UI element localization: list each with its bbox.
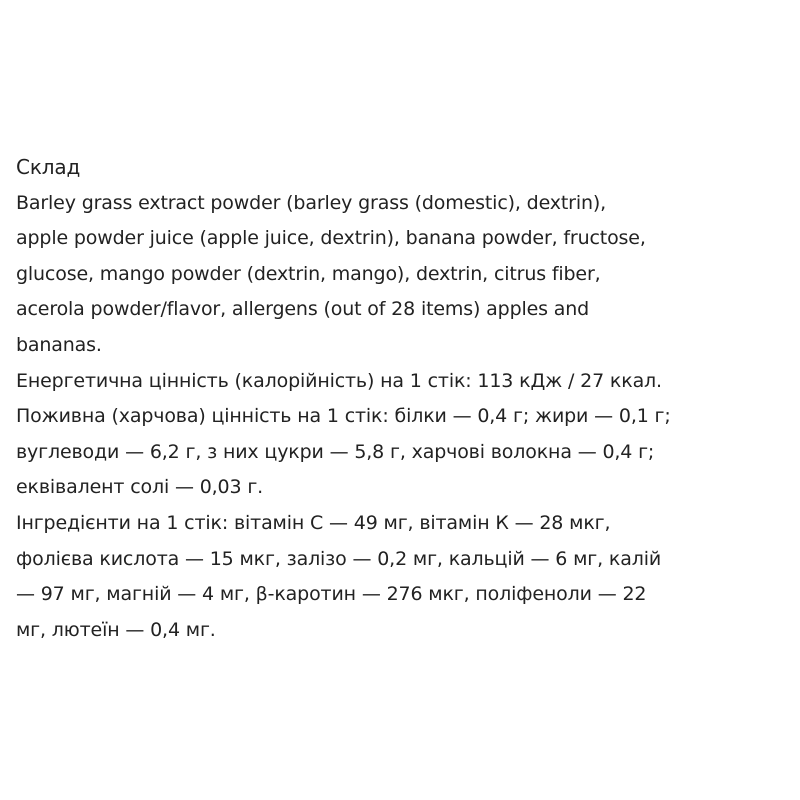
ingredients-line-4: мг, лютеїн — 0,4 мг. [16,618,216,641]
section-heading: Склад [16,155,81,179]
nutrition-line-3: еквівалент солі — 0,03 г. [16,476,264,499]
ingredients-line-1: Інгредієнти на 1 стік: вітамін С — 49 мг, вітамін К — 28 мкг, [16,511,611,534]
ingredients-line-2: фолієва кислота — 15 мкг, залізо — 0,2 мг, кальцій — 6 мг, калій [16,547,662,570]
energy-value-line: Енергетична цінність (калорійність) на 1 стік: 113 кДж / 27 ккал. [16,369,662,392]
composition-line-4: acerola powder/flavor, allergens (out of 28 items) apples and [16,298,590,321]
ingredients-line-3: — 97 мг, магній — 4 мг, β-каротин — 276 мкг, поліфеноли — 22 [16,583,647,606]
composition-block [16,150,796,648]
composition-line-1: Barley grass extract powder (barley grass (domestic), dextrin), [16,191,606,214]
nutrition-line-1: Поживна (харчова) цінність на 1 стік: білки — 0,4 г; жири — 0,1 г; [16,405,671,428]
composition-line-2: apple powder juice (apple juice, dextrin), banana powder, fructose, [16,227,646,250]
composition-line-3: glucose, mango powder (dextrin, mango), dextrin, citrus fiber, [16,262,601,285]
nutrition-line-2: вуглеводи — 6,2 г, з них цукри — 5,8 г, харчові волокна — 0,4 г; [16,440,655,463]
composition-line-5: bananas. [16,333,102,356]
